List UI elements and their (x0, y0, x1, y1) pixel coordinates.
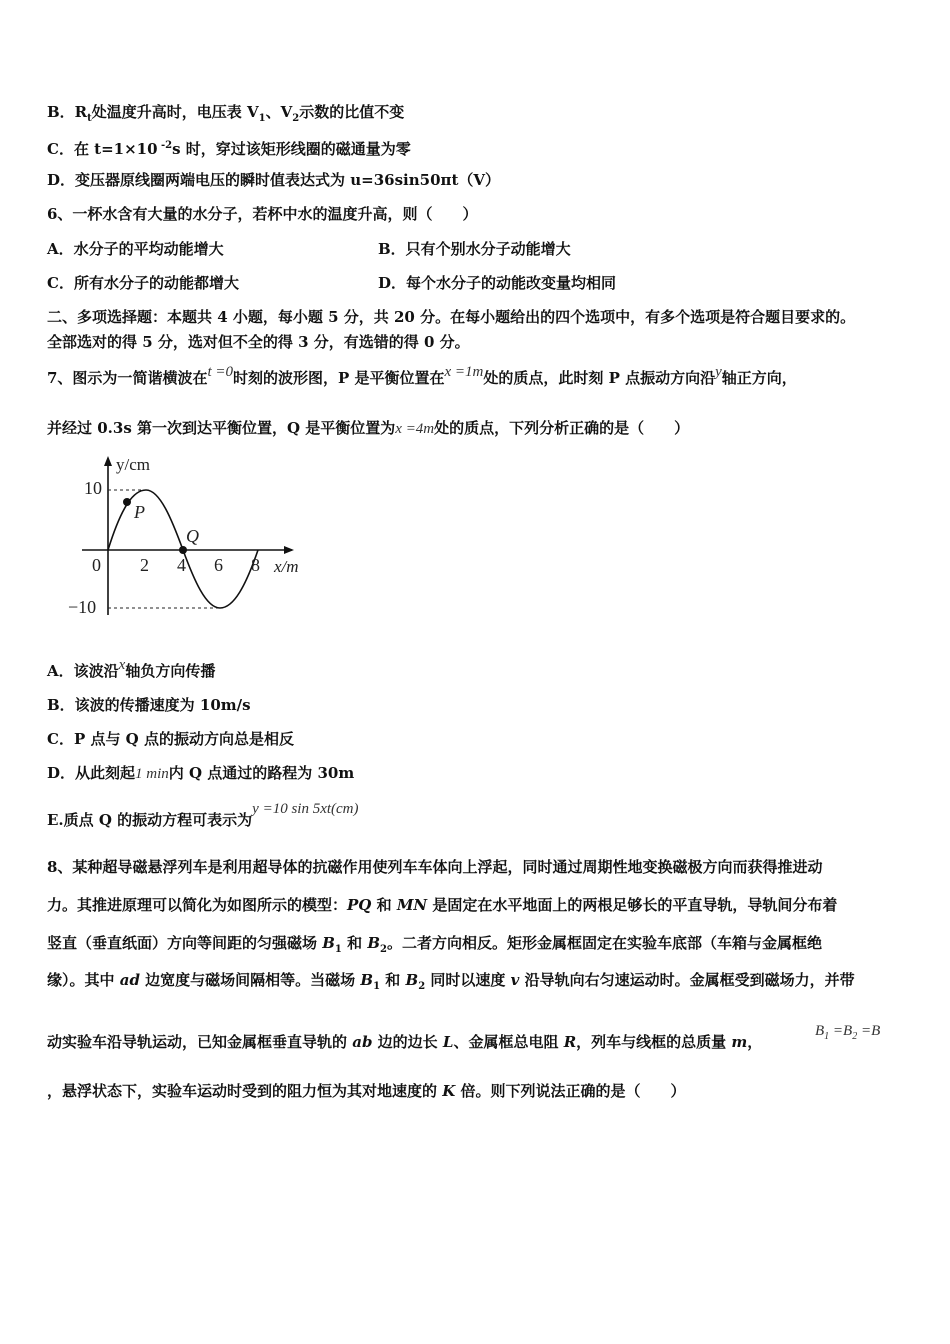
q6-option-b: B．只有个别水分子动能增大 (378, 240, 571, 258)
q5-option-b: B．$R_t$处温度升高时，电压表 $V_1$、$V_2$示数的比值不变 (47, 103, 405, 124)
q7-option-a-part1: A．该波沿 (47, 662, 119, 680)
q7-stem-part-a: 7、图示为一简谐横波在 (47, 369, 208, 387)
q7-math-x4: x =4m (395, 421, 435, 437)
q7-option-a-part2: 轴负方向传播 (125, 662, 216, 680)
q7-option-b: B．该波的传播速度为 10m/s (47, 696, 251, 714)
q7-wave-graph (62, 450, 322, 620)
q7-option-c: C．P 点与 Q 点的振动方向总是相反 (47, 730, 294, 748)
q7-math-t0: t =0 (207, 364, 233, 380)
point-q-label: Q (186, 526, 199, 546)
y-axis-arrow (104, 456, 112, 466)
q8-line6: ，悬浮状态下，实验车运动时受到的阻力恒为其对地速度的 K 倍。则下列说法正确的是（ ） (47, 1082, 686, 1100)
x-tick-6: 6 (214, 555, 223, 575)
x-axis-arrow (284, 546, 294, 554)
q8-math-b-equal-text: $B_1 =B_2 =B$ (815, 1023, 881, 1042)
q6-option-d: D．每个水分子的动能改变量均相同 (378, 274, 617, 292)
q7-option-d-part2: 内 Q 点通过的路程为 30m (168, 764, 355, 782)
q7-stem-part-c: 处的质点，此时刻 P 点振动方向沿 (483, 369, 716, 387)
section-2-note: 全部选对的得 5 分，选对但不全的得 3 分，有选错的得 0 分。 (47, 333, 470, 351)
q7-stem-line1 (47, 364, 797, 389)
q7-option-d (47, 763, 354, 784)
q8-line5 (47, 1032, 762, 1052)
q7-stem-part-d: 轴正方向， (721, 369, 797, 387)
q7-option-a-math: x (118, 657, 126, 673)
q7-stem-part-b: 时刻的波形图，P 是平衡位置在 (233, 369, 445, 387)
q7-option-e-part1: E.质点 Q 的振动方程可表示为 (47, 811, 253, 829)
q6-stem: 6、一杯水含有大量的水分子，若杯中水的温度升高，则（ ） (47, 205, 478, 223)
q5-option-d: D．变压器原线圈两端电压的瞬时值表达式为 u=36sin50πt（V） (47, 171, 501, 189)
q8-line1: 8、某种超导磁悬浮列车是利用超导体的抗磁作用使列车车体向上浮起，同时通过周期性地变换磁极方向而获得推进动 (47, 858, 823, 876)
q7-stem2-part-a: 并经过 0.3s 第一次到达平衡位置，Q 是平衡位置为 (47, 419, 396, 437)
section-2-heading: 二、多项选择题：本题共 4 小题，每小题 5 分，共 20 分。在每小题给出的四个选项中，有多个选项是符合题目要求的。 (47, 308, 856, 326)
x-tick-4: 4 (177, 555, 186, 575)
q7-option-d-part1: D．从此刻起 (47, 764, 136, 782)
q7-option-e (47, 801, 359, 831)
q5-option-c: C．在 t=1×10 $^{-2}$s 时，穿过该矩形线圈的磁通量为零 (47, 140, 411, 158)
q8-line3: 竖直（垂直纸面）方向等间距的匀强磁场 $B_1$ 和 $B_2$。二者方向相反。矩形金属框固定在实验车底部（车箱与金属框绝 (47, 934, 823, 955)
x-tick-2: 2 (140, 555, 149, 575)
point-p-label: P (134, 502, 145, 522)
origin-label: 0 (92, 555, 101, 575)
q7-math-x1: x =1m (444, 364, 484, 380)
q7-option-e-math: y =10 sin 5xt(cm) (252, 801, 359, 817)
q6-option-c: C．所有水分子的动能都增大 (47, 274, 239, 292)
point-q-dot (179, 546, 187, 554)
q8-line4: 缘）。其中 ad 边宽度与磁场间隔相等。当磁场 $B_1$ 和 $B_2$ 同时以速度 v 沿导轨向右匀速运动时。金属框受到磁场力，并带 (47, 971, 855, 992)
y-bottom-label: −10 (68, 597, 97, 617)
y-axis-label: y/cm (116, 455, 150, 474)
q8-line5-text: 动实验车沿导轨运动，已知金属框垂直导轨的 ab 边的边长 L、金属框总电阻 R，列车与线框的总质量 m， (47, 1033, 763, 1051)
q7-math-y: y (715, 364, 722, 380)
q8-line2: 力。其推进原理可以简化为如图所示的模型：PQ 和 MN 是固定在水平地面上的两根足够长的平直导轨，导轨间分布着 (47, 896, 838, 914)
q7-stem2-part-b: 处的质点，下列分析正确的是（ ） (434, 419, 690, 437)
q8-math-b-equal (815, 1020, 880, 1047)
point-p-dot (123, 498, 131, 506)
q7-stem-line2 (47, 418, 689, 439)
x-tick-8: 8 (251, 555, 260, 575)
q7-option-d-math: 1 min (135, 766, 169, 782)
x-axis-label: x/m (274, 557, 299, 576)
y-top-label: 10 (84, 478, 102, 498)
q7-option-a (47, 657, 216, 682)
q6-option-a: A．水分子的平均动能增大 (47, 240, 224, 258)
